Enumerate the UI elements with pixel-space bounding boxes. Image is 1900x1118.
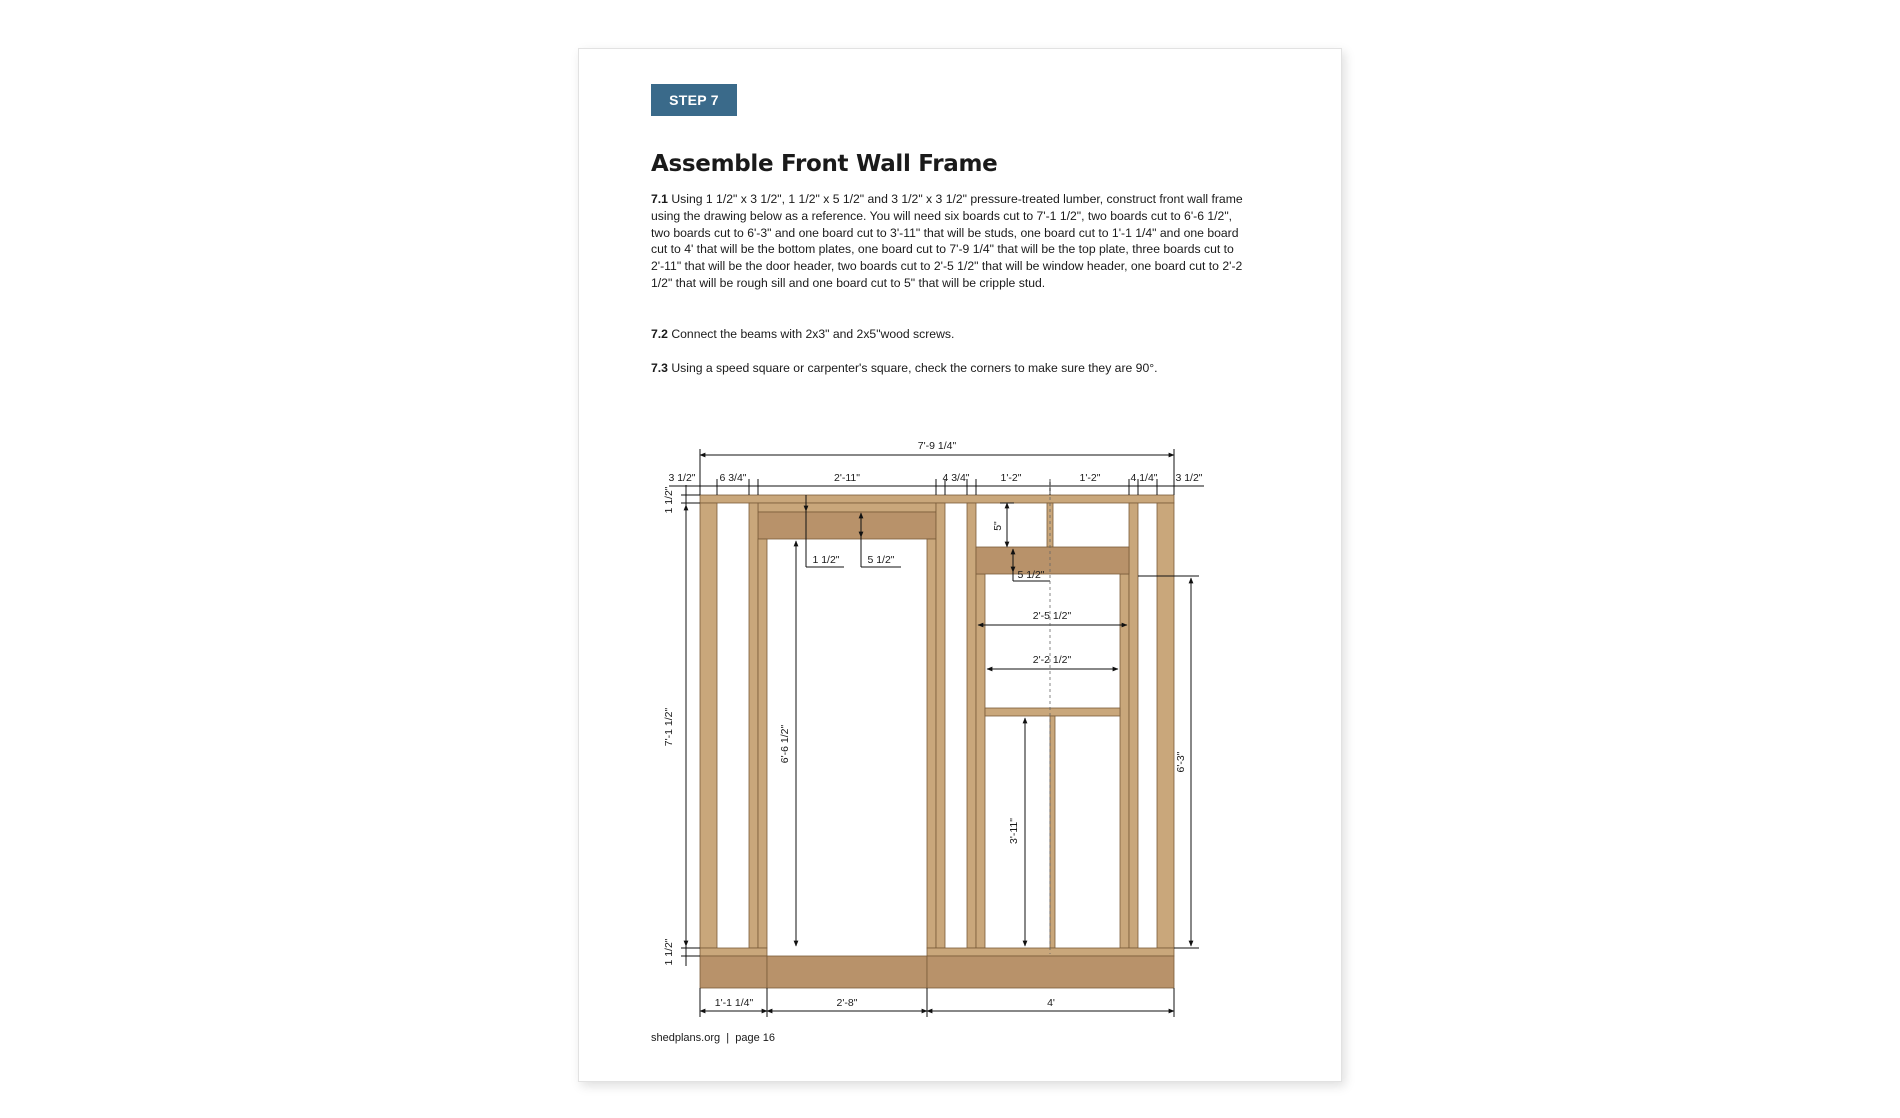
footer-site: shedplans.org [651,1032,721,1044]
window-king-stud-left [967,503,976,948]
footer-separator: | [726,1032,730,1044]
top-dim-label: 1'-2" [1079,472,1101,484]
door-jack-stud-left [758,539,767,948]
step-number: 7.3 [651,361,668,375]
top-dim-label: 3 1/2" [1175,472,1203,484]
top-dim-label: 4 3/4" [942,472,970,484]
page-title: Assemble Front Wall Frame [651,151,998,177]
page-footer [651,1032,775,1044]
window-king-stud-right [1129,503,1138,948]
cripple-height-label: 5" [992,521,1004,531]
window-header-width-label: 2'-5 1/2" [1032,610,1072,622]
door-header [758,503,936,512]
right-end-stud [1157,503,1174,948]
left-dim-label: 1 1/2" [663,486,675,514]
step-text: Using 1 1/2" x 3 1/2", 1 1/2" x 5 1/2" and 3 1/2" x 3 1/2" pressure-treated lumber, construct front wall frame using the drawing below as a reference. You will need six boards cut to 7'-1 1/2", two boards cut to 6'-6 1/2", two boards cut to 6'-3" and one board cut to 3'-11" that will be studs, one board cut to 1'-1 1/4" and one board cut to 4' that will be the bottom plates, one board cut to 7'-9 1/4" that will be the top plate, three boards cut to 2'-11" that will be the door header, two boards cut to 2'-5 1/2" that will be window header, one board cut to 2'-2 1/2" that will be rough sill and one board cut to 5" that will be cripple stud. [651,192,1243,290]
window-header [976,547,1129,574]
step-text: Using a speed square or carpenter's square, check the corners to make sure they are 90°. [671,361,1158,375]
bottom-dim-label: 1'-1 1/4" [714,997,754,1009]
top-dim-label: 6 3/4" [719,472,747,484]
sill-stud [1050,716,1055,948]
lumber-frame [700,495,1174,988]
door-header-dim-label: 1 1/2" [812,554,840,566]
sill-stud-height-label: 3'-11" [1008,818,1020,844]
document-page [578,48,1342,1082]
bottom-plate-right-lower [927,956,1174,988]
bottom-plate-left [700,948,767,956]
step-badge: STEP 7 [651,84,737,116]
bottom-plate-door [767,956,927,988]
footer-page-number: page 16 [735,1032,775,1044]
top-dim-label: 3 1/2" [668,472,696,484]
bottom-dim-label: 2'-8" [836,997,858,1009]
bottom-plate-right [927,948,1174,956]
bottom-dim-label: 4' [1047,997,1055,1009]
window-jack-stud-right [1120,574,1129,948]
step-text: Connect the beams with 2x3" and 2x5"wood screws. [671,327,955,341]
door-jack-stud-right [927,539,936,948]
left-dim-label: 7'-1 1/2" [663,707,675,747]
window-stud-height-label: 6'-3" [1175,751,1187,773]
left-end-stud [700,503,717,948]
door-king-stud-left [749,503,758,948]
left-dim-label: 1 1/2" [663,938,675,966]
door-header-dim-label: 5 1/2" [867,554,895,566]
top-plate [700,495,1174,503]
door-header-board [758,512,936,539]
step-number: 7.2 [651,327,668,341]
top-dim-label: 4 1/4" [1130,472,1158,484]
step-number: 7.1 [651,192,668,206]
window-header-depth-label: 5 1/2" [1017,569,1045,581]
rough-sill-width-label: 2'-2 1/2" [1032,654,1072,666]
front-wall-frame-drawing [579,49,1341,1081]
overall-width-label: 7'-9 1/4" [917,440,957,452]
top-dim-label: 2'-11" [834,472,860,484]
rough-sill [985,708,1120,716]
top-dim-label: 1'-2" [1000,472,1022,484]
bottom-plate-left-lower [700,956,767,988]
window-jack-stud-left [976,574,985,948]
door-height-label: 6'-6 1/2" [779,724,791,764]
door-king-stud-right [936,503,945,948]
